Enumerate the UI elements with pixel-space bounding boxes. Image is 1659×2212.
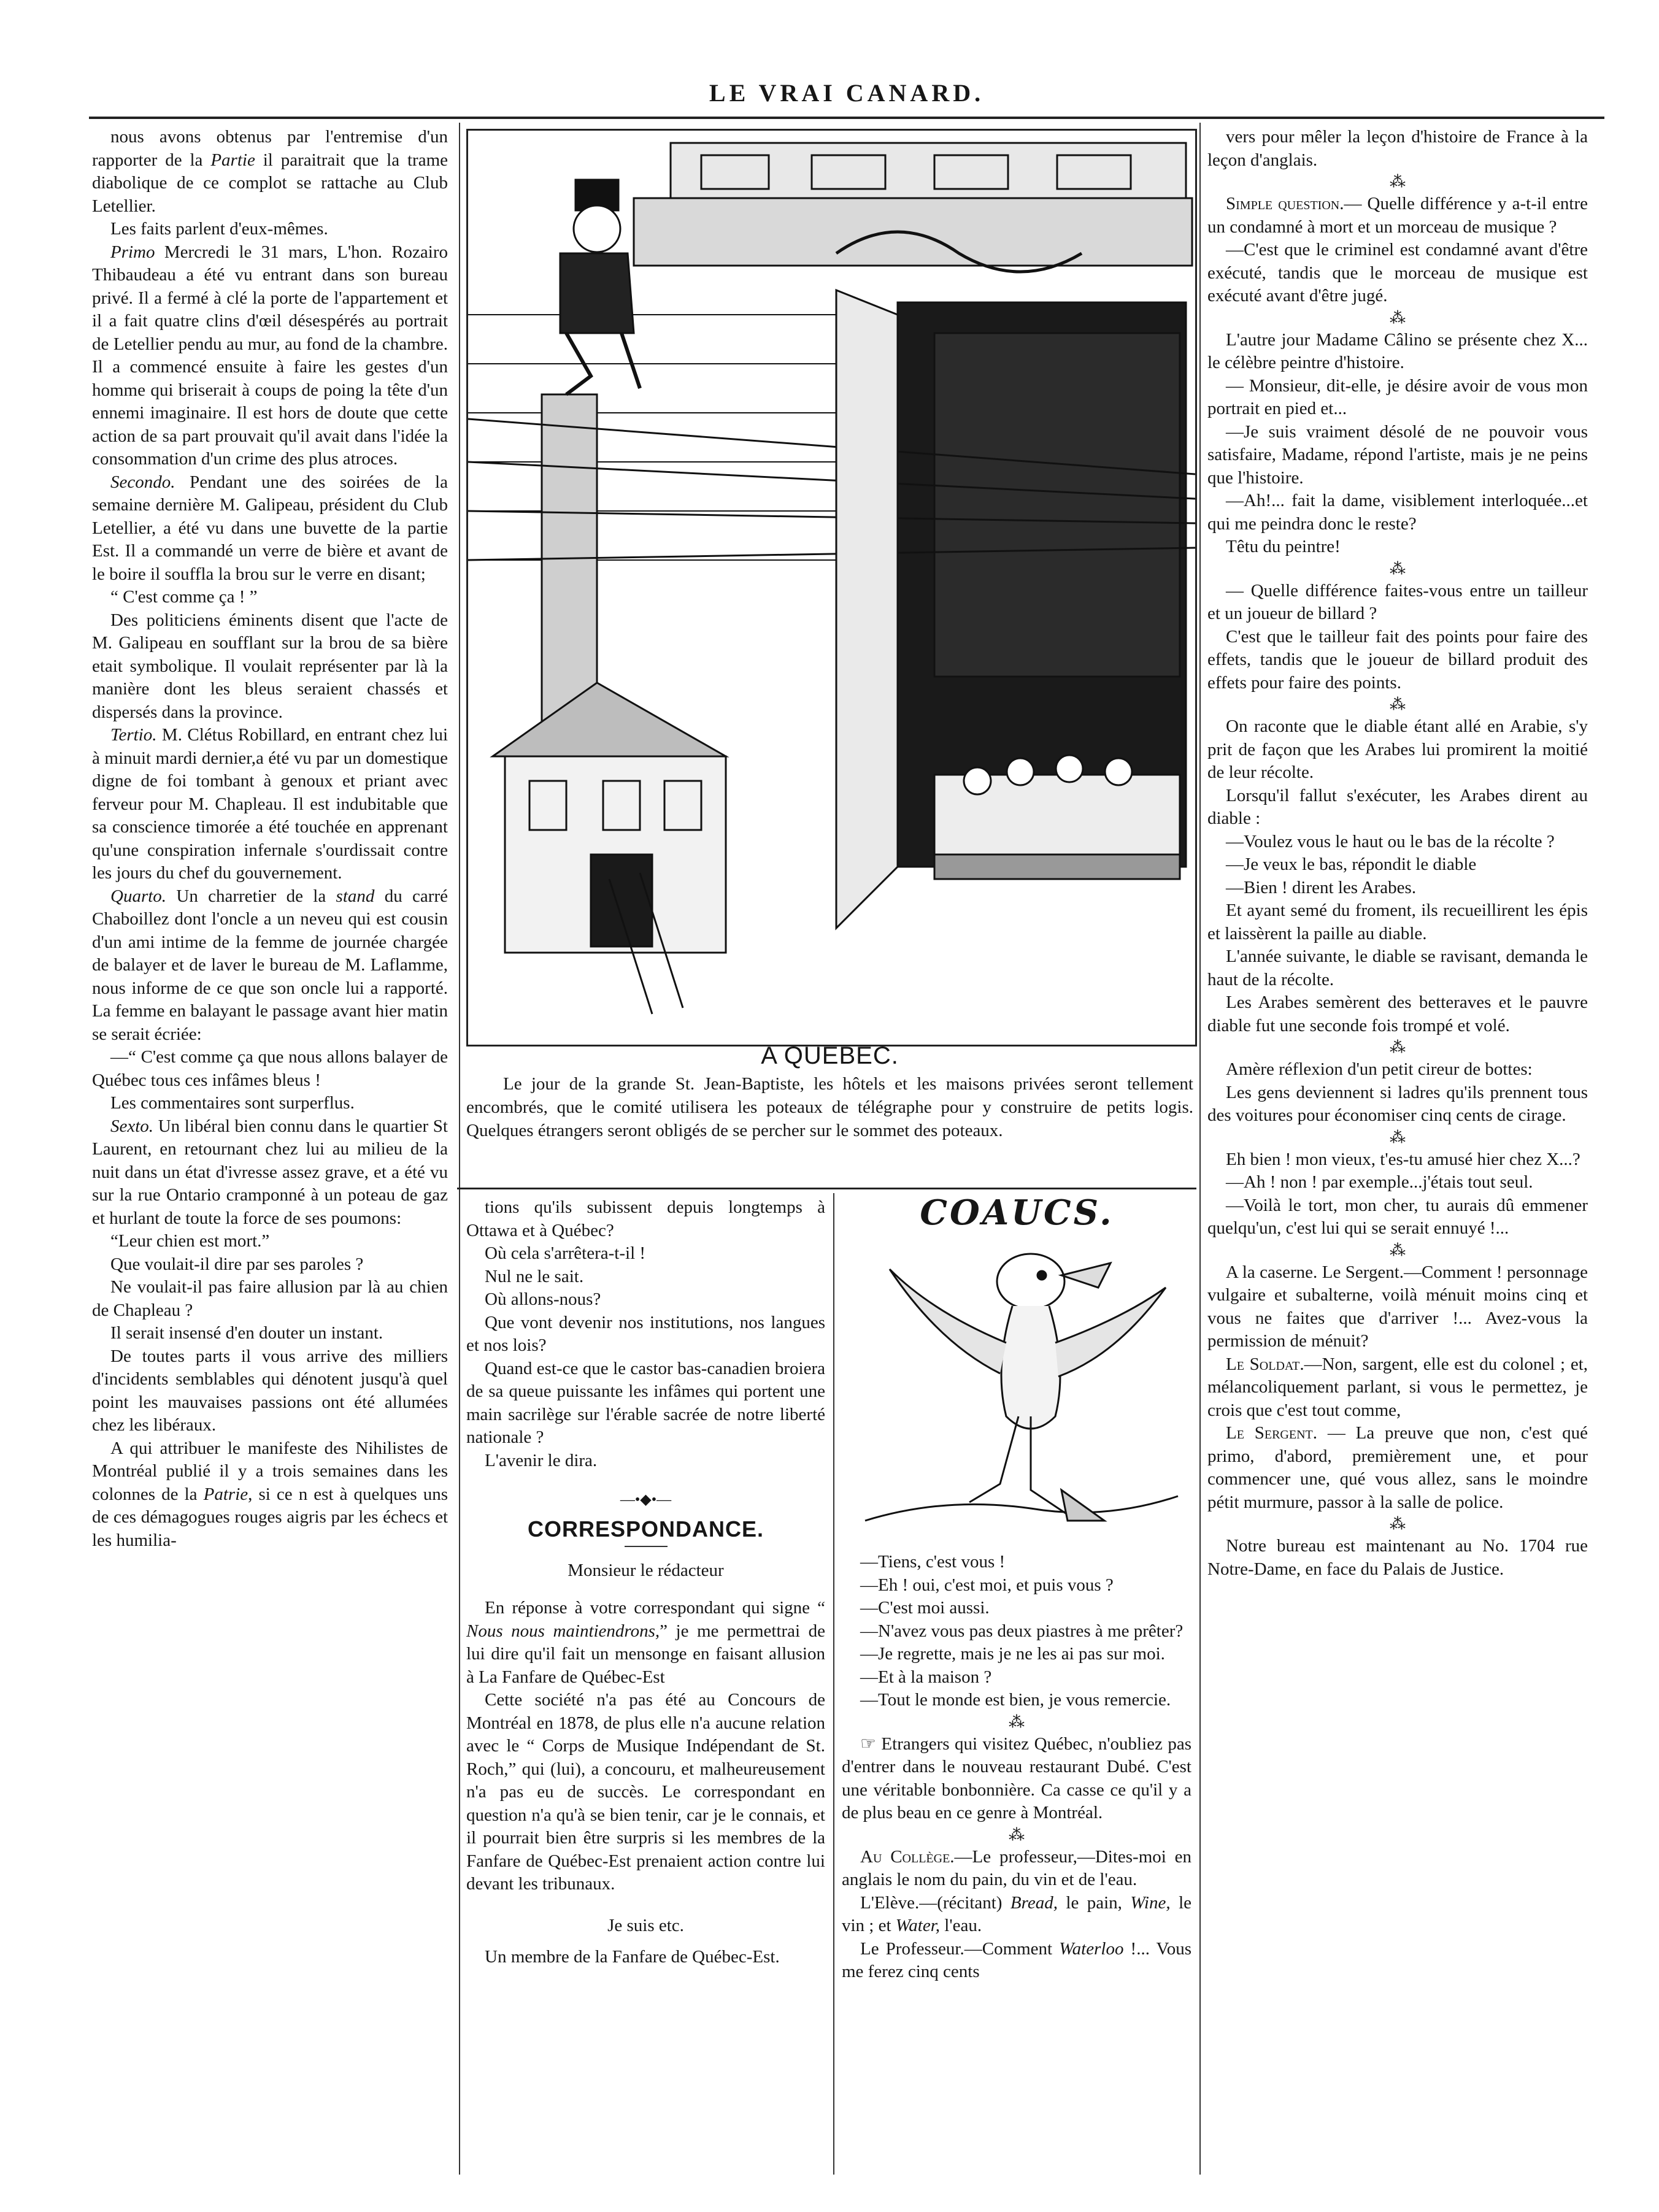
paragraph: — Monsieur, dit-elle, je désire avoir de vous mon portrait en pied et... (1207, 375, 1588, 418)
paragraph: —Voilà le tort, mon cher, tu aurais dû emmener quelqu'un, c'est lui qui se serait ennuyé !... (1207, 1195, 1588, 1238)
column-rule (459, 123, 460, 2175)
paragraph: L'autre jour Madame Câlino se présente chez X... le célèbre peintre d'histoire. (1207, 329, 1588, 372)
asterism-separator: ⁂ (1390, 173, 1406, 191)
article-column-1 (92, 126, 448, 1552)
paragraph: Les gens deviennent si ladres qu'ils prennent tous des voitures pour économiser cinq cents de cirage. (1207, 1082, 1588, 1125)
paragraph: Primo Mercredi le 31 mars, L'hon. Rozairo Thibaudeau a été vu entrant dans son bureau privé. Il a fermé à clé la porte de l'appartement et il a fait quatre clins d'œil désespérés au portrait de Letellier pendu au mur, au fond de la chambre. Il a commencé ensuite à faire les gestes d'un homme qui briserait à coups de poing la tête d'un ennemi imaginaire. Il est hors de doute que cette action de sa part prouvait qu'il avait dans l'idée la consommation d'un crime des plus atroces. (92, 242, 448, 469)
signature: Un membre de la Fanfare de Québec-Est. (485, 1947, 780, 1967)
paragraph: Simple question.— Quelle différence y a-t-il entre un condamné à mort et un morceau de musique ? (1207, 194, 1588, 237)
asterism-separator: ⁂ (1390, 1515, 1406, 1533)
correspondance-heading: CORRESPONDANCE. (527, 1516, 764, 1542)
caption-text: Le jour de la grande St. Jean-Baptiste, les hôtels et les maisons privées seront tellement encombrés, que le comité utilisera les poteaux de télégraphe pour y construire de petits logis. Quelques étrangers seront obligés de se percher sur le sommet des poteaux. (466, 1074, 1193, 1140)
paragraph: Et ayant semé du froment, ils recueillirent les épis et laissèrent la paille au diable. (1207, 901, 1588, 943)
paragraph: Amère réflexion d'un petit cireur de bottes: (1226, 1059, 1533, 1079)
page-footer (92, 2175, 1601, 2199)
paragraph: —Et à la maison ? (860, 1667, 992, 1687)
paragraph: —Je veux le bas, répondit le diable (1226, 854, 1477, 874)
coaucs-title: COAUCS. (920, 1193, 1114, 1233)
paragraph: Lorsqu'il fallut s'exécuter, les Arabes dirent au diable : (1207, 785, 1588, 828)
caption-title: A QUEBEC. (761, 1042, 899, 1069)
paragraph: Ne voulait-il pas faire allusion par là au chien de Chapleau ? (92, 1277, 448, 1320)
paragraph: L'année suivante, le diable se ravisant, demanda le haut de la récolte. (1207, 947, 1588, 989)
column-rule (833, 1193, 834, 2175)
paragraph: —C'est que le criminel est condamné avant d'être exécuté, tandis que le morceau de musique est exécuté avant d'être jugé. (1207, 240, 1588, 305)
paragraph: Secondo. Pendant une des soirées de la semaine dernière M. Galipeau, président du Club Letellier, a été vu dans une buvette de la partie Est. Il a commandé un verre de bière et avant de le boire il souffla la brou sur le verre en disant; (92, 472, 448, 584)
paragraph: Le Professeur.—Comment Waterloo !... Vous me ferez cinq cents (842, 1938, 1191, 1981)
paragraph: tions qu'ils subissent depuis longtemps à Ottawa et à Québec? (466, 1197, 825, 1240)
paragraph: A qui attribuer le manifeste des Nihilistes de Montréal publié il y a trois semaines dans les colonnes de la Patrie, si ce n est à quelques uns de ces démagogues rouges aigris par les échecs et les humilia- (92, 1438, 448, 1550)
paragraph: ☞ Etrangers qui visitez Québec, n'oubliez pas d'entrer dans le nouveau restaurant Dubé. C'est une véritable bonbonnière. Ca casse ce qu'il y a de plus beau en ce genre à Montréal. (842, 1734, 1191, 1822)
asterism-separator: ⁂ (1390, 1039, 1406, 1056)
salutation: Monsieur le rédacteur (568, 1560, 724, 1580)
paragraph: Au Collège.—Le professeur,—Dites-moi en anglais le nom du pain, du vin et de l'eau. (842, 1846, 1191, 1889)
paragraph: Les Arabes semèrent des betteraves et le pauvre diable fut une seconde fois trompé et volé. (1207, 993, 1588, 1035)
paragraph: “Leur chien est mort.” (110, 1231, 270, 1251)
paragraph: —Bien ! dirent les Arabes. (1226, 877, 1417, 897)
paragraph: —Voulez vous le haut ou le bas de la récolte ? (1226, 831, 1555, 851)
paragraph: —Eh ! oui, c'est moi, et puis vous ? (860, 1575, 1114, 1595)
article-column-2 (466, 1196, 825, 1969)
paragraph: Quand est-ce que le castor bas-canadien broiera de sa queue puissante les infâmes qui portent une main sacrilège sur l'érable sacrée de notre liberté nationale ? (466, 1358, 825, 1447)
paragraph: Que voulait-il dire par ses paroles ? (110, 1254, 364, 1274)
paragraph: Les commentaires sont surperflus. (110, 1093, 355, 1113)
paragraph: vers pour mêler la leçon d'histoire de France à la leçon d'anglais. (1207, 127, 1588, 170)
paragraph: —Ah ! non ! par exemple...j'étais tout seul. (1226, 1172, 1533, 1192)
paragraph: Notre bureau est maintenant au No. 1704 rue Notre-Dame, en face du Palais de Justice. (1207, 1536, 1588, 1579)
illustration-quebec (466, 129, 1197, 1046)
paragraph: —C'est moi aussi. (860, 1598, 990, 1618)
asterism-separator: ⁂ (1390, 1241, 1406, 1259)
article-column-4 (1207, 126, 1588, 1581)
asterism-separator: ⁂ (1009, 1826, 1025, 1844)
asterism-separator: ⁂ (1390, 309, 1406, 327)
paragraph: A la caserne. Le Sergent.—Comment ! personnage vulgaire et subalterne, voilà ménuit moins cinq et vous ne faites que d'arriver !... Avez-vous la permission de ménuit? (1207, 1262, 1588, 1351)
paragraph: Où allons-nous? (485, 1289, 601, 1309)
paragraph: Nul ne le sait. (485, 1266, 584, 1286)
masthead-rule (89, 117, 1604, 119)
quebec-scene-drawing (468, 131, 1195, 1045)
paragraph: —“ C'est comme ça que nous allons balayer de Québec tous ces infâmes bleus ! (92, 1047, 448, 1090)
paragraph: —Tout le monde est bien, je vous remercie. (860, 1690, 1171, 1710)
asterism-separator: ⁂ (1009, 1713, 1025, 1731)
paragraph: Cette société n'a pas été au Concours de Montréal en 1878, de plus elle n'a aucune relation avec le “ Corps de Musique Indépendant de St. Roch,” qui (lui), a concouru, et malheureusement n'a pas eu de succès. Le correspondant en question n'a qu'à se bien tenir, car je le connais, et il pourrait bien être surpris si les membres de la Fanfare de Québec-Est prenaient action contre lui devant les tribunaux. (466, 1690, 825, 1894)
paragraph: L'avenir le dira. (485, 1450, 598, 1470)
paragraph: C'est que le tailleur fait des points pour faire des effets, tandis que le joueur de billard produit des effets pour faire des points. (1207, 626, 1588, 693)
paragraph: Le Soldat.—Non, sargent, elle est du colonel ; et, mélancoliquement parlant, si vous le permettez, je crois que c'est tout comme, (1207, 1354, 1588, 1420)
paragraph: — Quelle différence faites-vous entre un tailleur et un joueur de billard ? (1207, 580, 1588, 623)
paragraph: —Ah!... fait la dame, visiblement interloquée...et qui me peindra donc le reste? (1207, 491, 1588, 534)
section-rule (457, 1188, 1196, 1189)
paragraph: Que vont devenir nos institutions, nos langues et nos lois? (466, 1312, 825, 1355)
paragraph: —N'avez vous pas deux piastres à me prêter? (860, 1621, 1184, 1641)
paragraph: nous avons obtenus par l'entremise d'un rapporter de la Partie il paraitrait que la trame diabolique de ce complot se rattache au Club Letellier. (92, 127, 448, 216)
paragraph: Sexto. Un libéral bien connu dans le quartier St Laurent, en retournant chez lui au milieu de la nuit dans un état d'ivresse assez grave, et a été vu sur la rue Ontario cramponné à un poteau de gaz et hurlant de toute la force de ses poumons: (92, 1116, 448, 1228)
column-rule (1199, 123, 1201, 2175)
asterism-separator: ⁂ (1390, 1128, 1406, 1146)
paragraph: Il serait insensé d'en douter un instant. (110, 1323, 383, 1343)
paragraph: —Tiens, c'est vous ! (860, 1552, 1006, 1572)
paragraph: Où cela s'arrêtera-t-il ! (485, 1243, 646, 1263)
paragraph: Tertio. M. Clétus Robillard, en entrant chez lui à minuit mardi dernier,a été vu par un domestique digne de foi tombant à genoux et priant avec ferveur pour M. Chapleau. Il est indubitable que sa conscience timorée a été touchée en apprenant qu'une conspiration infernale s'ourdissait contre les jours du chef du gouvernement. (92, 725, 448, 883)
asterism-separator: ⁂ (1390, 696, 1406, 713)
illustration-caption (466, 1043, 1193, 1142)
short-rule (625, 1546, 668, 1547)
masthead-title: LE VRAI CANARD. (709, 79, 985, 107)
paragraph: En réponse à votre correspondant qui signe “ Nous nous maintiendrons,” je me permettrai de lui dire qu'il fait un mensonge en faisant allusion à La Fanfare de Québec-Est (466, 1598, 825, 1687)
paragraph: Des politiciens éminents disent que l'acte de M. Galipeau en soufflant sur la brou de sa bière etait symbolique. Il voulait représenter par là la manière dont les bleus seraient chassés et dispersés dans la province. (92, 610, 448, 722)
paragraph: Eh bien ! mon vieux, t'es-tu amusé hier chez X...? (1226, 1149, 1580, 1169)
asterism-separator: ⁂ (1390, 559, 1406, 578)
paragraph: —Je regrette, mais je ne les ai pas sur moi. (860, 1644, 1165, 1664)
paragraph: —Je suis vraiment désolé de ne pouvoir vous satisfaire, Madame, répond l'artiste, mais je ne peins que l'histoire. (1207, 421, 1588, 488)
paragraph: On raconte que le diable étant allé en Arabie, s'y prit de façon que les Arabes lui promirent la moitié de leur récolte. (1207, 716, 1588, 782)
paragraph: “ C'est comme ça ! ” (110, 587, 258, 607)
article-column-3 (842, 1551, 1191, 1984)
paragraph: De toutes parts il vous arrive des milliers d'incidents semblables qui dénotent jusqu'à quel point les mauvaises passions ont été allumées chez les libéraux. (92, 1346, 448, 1435)
coaucs-cartoon (847, 1193, 1187, 1546)
paragraph: Têtu du peintre! (1226, 537, 1341, 556)
paragraph: Le Sergent. — La preuve que non, c'est qué primo, d'abord, premièrement une, et pour commencer une, qué vous allez, sans le moindre pétit murmure, passor à la salle de police. (1207, 1423, 1588, 1512)
paragraph: Quarto. Un charretier de la stand du carré Chaboillez dont l'oncle a un neveu qui est cousin d'un ami intime de la femme de journée chargée de balayer et de laver le bureau de M. Laflamme, nous informe de ce que son oncle lui a rapporté. La femme en balayant le passage avant hier matin se serait écriée: (92, 886, 448, 1044)
paragraph: Les faits parlent d'eux-mêmes. (110, 219, 328, 239)
ornament-divider: —•◆•— (620, 1492, 672, 1508)
closing: Je suis etc. (607, 1915, 684, 1935)
duck-drawing (847, 1232, 1187, 1539)
paragraph: L'Elève.—(récitant) Bread, le pain, Wine, le vin ; et Water, l'eau. (842, 1892, 1191, 1935)
